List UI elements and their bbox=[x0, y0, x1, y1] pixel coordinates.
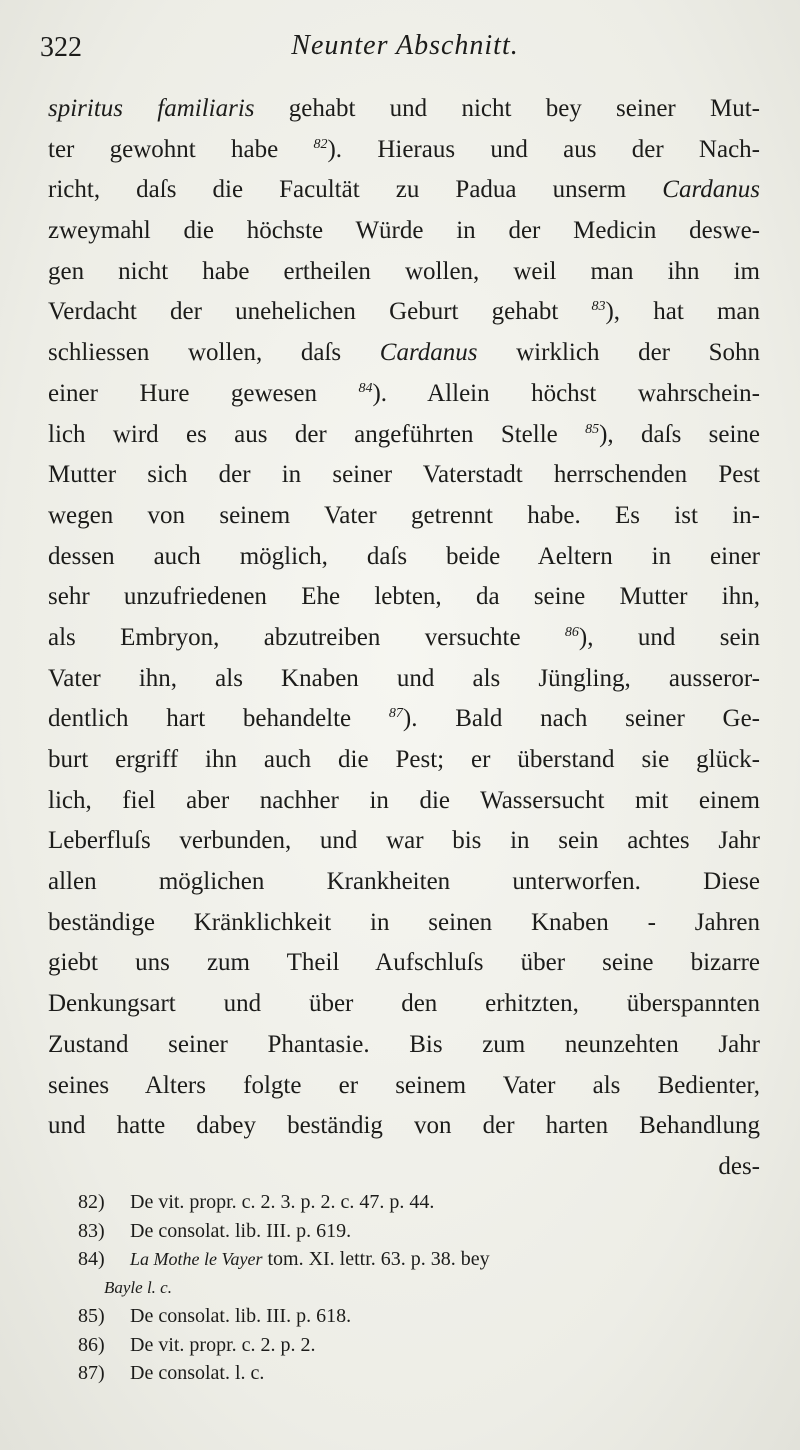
text-run: burt ergriff ihn auch die Pest; er überstand sie glück- bbox=[48, 746, 760, 773]
footnotes bbox=[78, 1188, 768, 1388]
text-line bbox=[48, 1147, 760, 1188]
text-run: Leberfluſs verbunden, und war bis in sein achtes Jahr bbox=[48, 827, 760, 855]
text-run: ). Hieraus und aus der Nach- bbox=[327, 135, 761, 163]
text-line bbox=[48, 496, 760, 537]
text-run: ). Allein höchst wahrschein- bbox=[372, 379, 761, 407]
page-header bbox=[40, 28, 770, 78]
text-line bbox=[48, 211, 760, 252]
footnote-text: De vit. propr. c. 2. p. 2. bbox=[130, 1333, 316, 1356]
text-run: seines Alters folgte er seinem Vater als Bedienter, bbox=[48, 1071, 760, 1099]
text-line bbox=[48, 577, 760, 618]
text-line bbox=[48, 1066, 760, 1107]
footnote-ref: 82 bbox=[313, 136, 328, 152]
text-line bbox=[48, 699, 760, 740]
text-line bbox=[48, 821, 760, 862]
footnote bbox=[78, 1331, 768, 1360]
text-line bbox=[48, 537, 760, 578]
text-line bbox=[48, 415, 760, 456]
footnote-ref: 83 bbox=[591, 299, 606, 315]
footnote bbox=[78, 1188, 768, 1217]
text-run: Denkungsart und über den erhitzten, überspannten bbox=[48, 990, 760, 1018]
text-line bbox=[48, 659, 760, 700]
footnote-number: 87) bbox=[78, 1362, 105, 1384]
text-run: lich wird es aus der angeführten Stelle bbox=[48, 420, 586, 448]
text-run: Verdacht der unehelichen Geburt gehabt bbox=[48, 298, 592, 326]
text-run: gen nicht habe ertheilen wollen, weil man ihn im bbox=[48, 257, 760, 285]
footnote-ref: 86 bbox=[564, 624, 579, 640]
text-run: ter gewohnt habe bbox=[48, 135, 314, 163]
text-run: ), daſs seine bbox=[599, 420, 761, 448]
text-run: Mutter sich der in seiner Vaterstadt herrschenden Pest bbox=[48, 461, 760, 489]
footnote-ref: 87 bbox=[388, 706, 403, 722]
footnote-number: 83) bbox=[78, 1219, 105, 1242]
footnote-ref: 84 bbox=[358, 380, 373, 396]
body-text bbox=[48, 89, 760, 1188]
text-run: des- bbox=[718, 1152, 760, 1180]
text-line bbox=[48, 862, 760, 903]
text-line bbox=[48, 1025, 760, 1066]
footnote-ref: 85 bbox=[585, 421, 600, 437]
text-run: als Embryon, abzutreiben versuchte bbox=[48, 623, 565, 651]
text-run: Zustand seiner Phantasie. Bis zum neunzehten Jahr bbox=[48, 1030, 760, 1058]
text-line bbox=[48, 292, 760, 333]
footnote-number: 84) bbox=[78, 1248, 105, 1270]
footnote-number: 82) bbox=[78, 1191, 105, 1213]
footnote-text: De vit. propr. c. 2. 3. p. 2. c. 47. p. 44. bbox=[130, 1191, 435, 1213]
text-line bbox=[48, 943, 760, 984]
text-run: schliessen wollen, daſs bbox=[48, 339, 380, 367]
footnote-text: tom. XI. lettr. 63. p. 38. bey bbox=[262, 1248, 490, 1270]
text-run: ). Bald nach seiner Ge- bbox=[402, 705, 760, 733]
text-run: lich, fiel aber nachher in die Wassersucht mit einem bbox=[48, 786, 760, 814]
text-run: Vater ihn, als Knaben und als Jüngling, ausseror- bbox=[48, 664, 760, 692]
footnote bbox=[78, 1217, 768, 1246]
text-line bbox=[48, 170, 760, 211]
text-run: ), und sein bbox=[578, 623, 760, 651]
text-run: richt, daſs die Facultät zu Padua unserm bbox=[48, 176, 663, 204]
footnote-number: 86) bbox=[78, 1333, 105, 1356]
footnote-number: 85) bbox=[78, 1305, 105, 1327]
running-head: Neunter Abschnitt. bbox=[291, 30, 519, 61]
text-line bbox=[48, 333, 760, 374]
text-run: sehr unzufriedenen Ehe lebten, da seine Mutter ihn, bbox=[48, 583, 760, 611]
text-run: und hatte dabey beständig von der harten Behandlung bbox=[48, 1112, 760, 1140]
text-run: beständige Kränklichkeit in seinen Knaben - Jahren bbox=[48, 908, 760, 936]
text-run: dentlich hart behandelte bbox=[48, 705, 389, 733]
text-line bbox=[48, 740, 760, 781]
text-line bbox=[48, 781, 760, 822]
text-line bbox=[48, 252, 760, 293]
text-run: zweymahl die höchste Würde in der Medicin deswe- bbox=[48, 217, 760, 245]
text-line bbox=[48, 130, 760, 171]
text-run: allen möglichen Krankheiten unterworfen. Diese bbox=[48, 868, 760, 896]
footnote-text: De consolat. lib. III. p. 619. bbox=[130, 1219, 352, 1242]
text-line bbox=[48, 1106, 760, 1147]
italic-text: spiritus familiaris bbox=[48, 95, 255, 122]
text-line bbox=[48, 984, 760, 1025]
italic-text: Cardanus bbox=[662, 176, 760, 204]
text-run: ), hat man bbox=[605, 298, 760, 326]
text-run: einer Hure gewesen bbox=[48, 379, 359, 407]
text-line bbox=[48, 903, 760, 944]
text-run: gehabt und nicht bey seiner Mut- bbox=[254, 95, 760, 122]
text-line bbox=[48, 455, 760, 496]
text-run: wirklich der Sohn bbox=[477, 339, 761, 367]
text-run: wegen von seinem Vater getrennt habe. Es ist in- bbox=[48, 501, 760, 529]
footnote-text: De consolat. l. c. bbox=[130, 1362, 265, 1384]
footnote-continuation: Bayle l. c. bbox=[104, 1277, 172, 1297]
footnote-text: De consolat. lib. III. p. 618. bbox=[130, 1305, 352, 1327]
footnote bbox=[78, 1245, 768, 1274]
text-line bbox=[48, 89, 760, 130]
footnote bbox=[78, 1359, 768, 1388]
text-line bbox=[48, 374, 760, 415]
text-run: giebt uns zum Theil Aufschluſs über seine bizarre bbox=[48, 949, 760, 977]
footnote bbox=[78, 1302, 768, 1331]
text-line bbox=[48, 618, 760, 659]
italic-text: Cardanus bbox=[379, 339, 478, 367]
page-number: 322 bbox=[40, 32, 82, 63]
footnote-author: La Mothe le Vayer bbox=[130, 1249, 263, 1269]
text-run: dessen auch möglich, daſs beide Aeltern in einer bbox=[48, 542, 760, 570]
